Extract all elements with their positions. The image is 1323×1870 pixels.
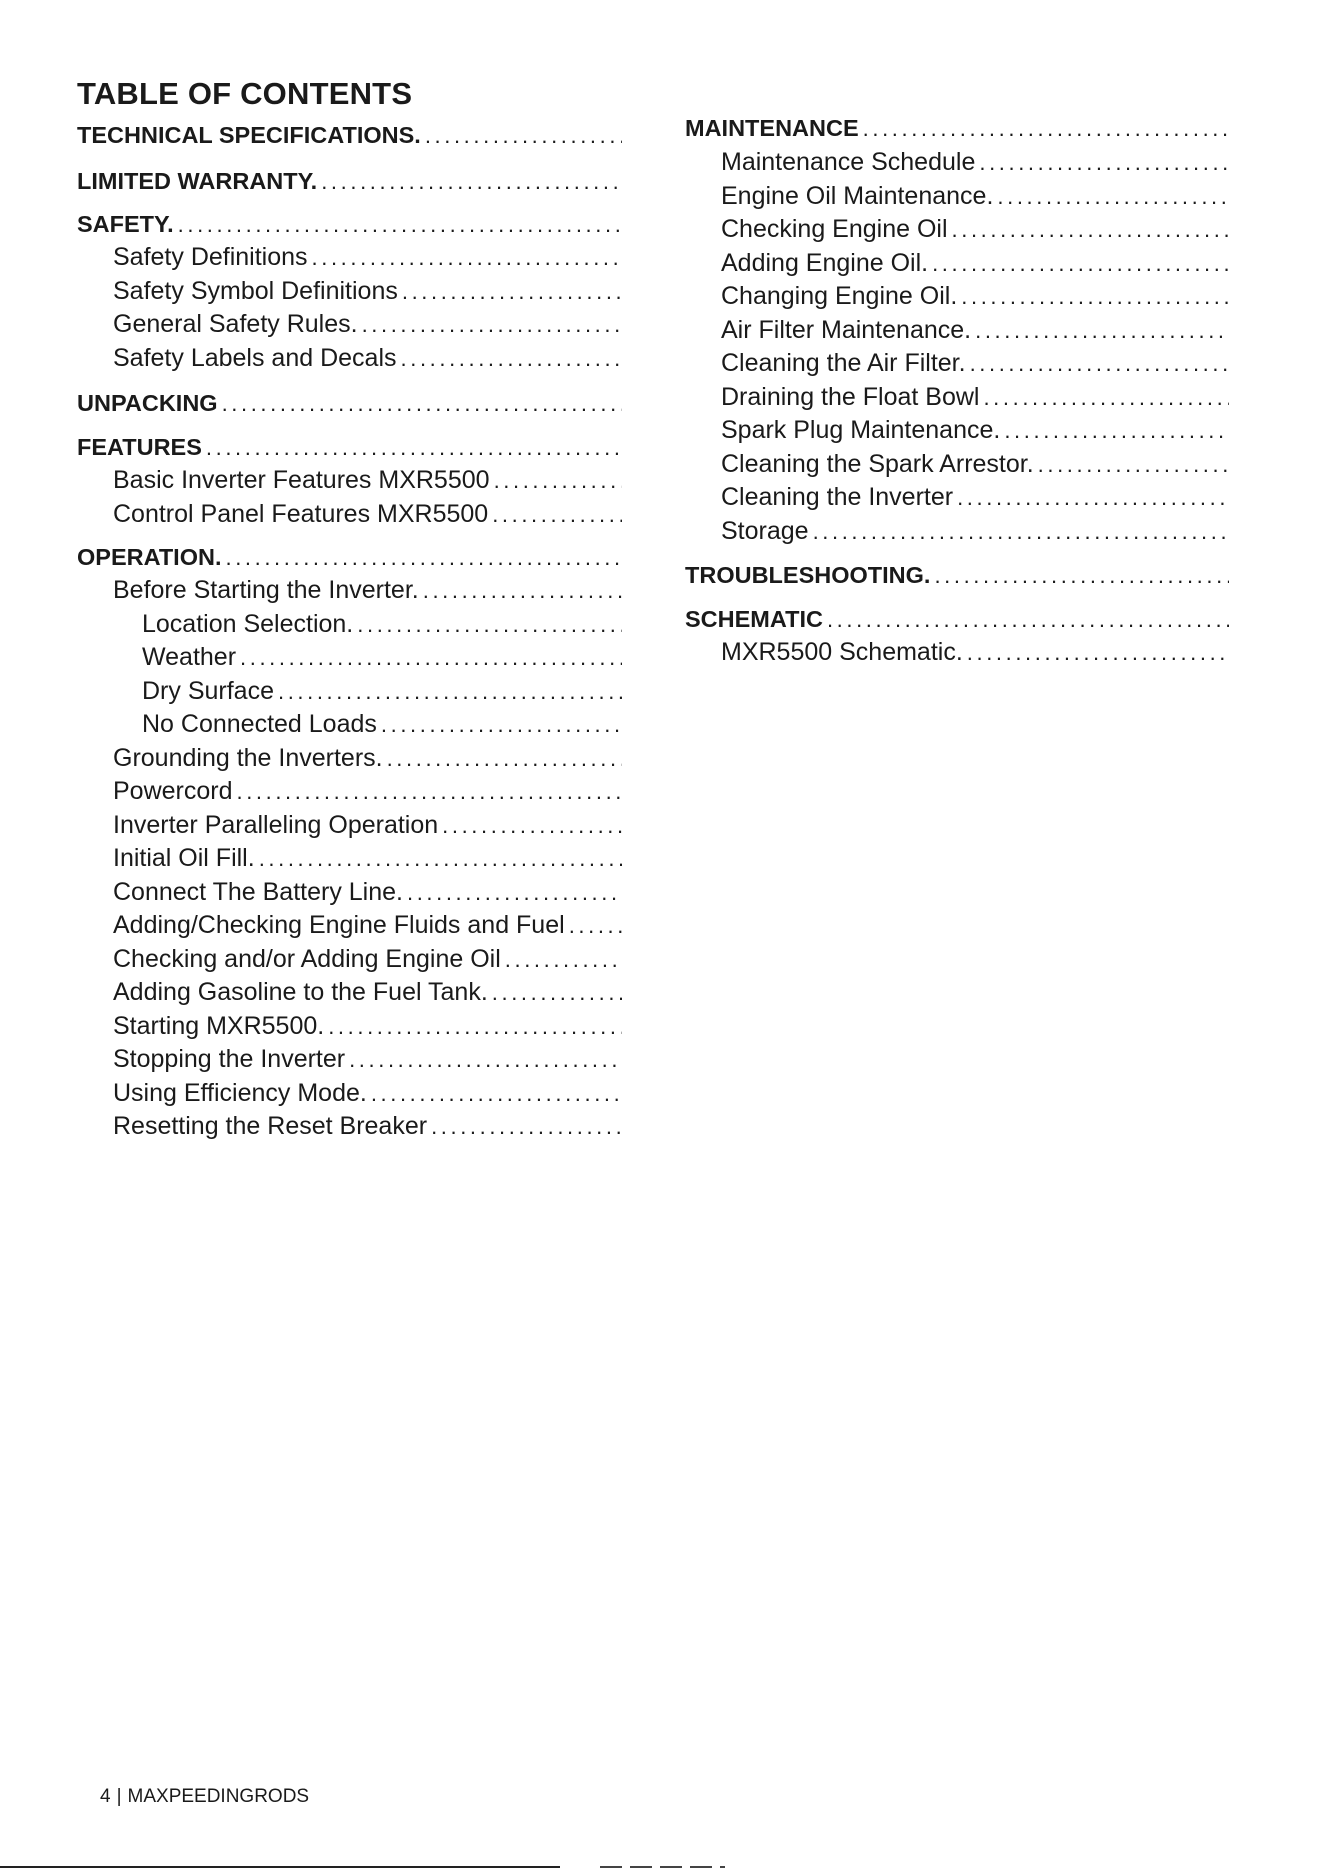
toc-section-entry[interactable]	[685, 604, 1229, 634]
toc-subsection-entry[interactable]	[685, 181, 1229, 211]
toc-section-entry[interactable]	[685, 113, 1229, 143]
toc-subsection-entry[interactable]	[77, 944, 622, 974]
toc-subsection-entry[interactable]	[77, 499, 622, 529]
toc-subsection-entry[interactable]	[77, 575, 622, 605]
toc-subsection-entry[interactable]	[685, 147, 1229, 177]
toc-subsection-entry[interactable]	[77, 642, 622, 672]
toc-entry-label: Control Panel Features MXR5500	[113, 500, 489, 528]
page-title: TABLE OF CONTENTS	[77, 76, 413, 111]
toc-entry-label: LIMITED WARRANTY.	[77, 168, 318, 194]
toc-subsection-entry[interactable]	[685, 516, 1229, 546]
toc-entry-label: SCHEMATIC	[685, 606, 823, 632]
dot-leader	[174, 210, 622, 239]
toc-entry-label: Safety Definitions	[113, 243, 308, 271]
dot-leader	[218, 389, 622, 418]
toc-section-entry[interactable]	[77, 388, 622, 418]
page-footer	[100, 1786, 309, 1808]
toc-subsection-entry[interactable]	[77, 977, 622, 1007]
toc-subsection-entry[interactable]	[685, 415, 1229, 445]
dot-leader	[971, 316, 1229, 345]
dot-leader	[255, 844, 622, 873]
toc-entry-label: Stopping the Inverter	[113, 1045, 346, 1073]
toc-entry-label: TROUBLESHOOTING.	[685, 562, 931, 588]
toc-subsection-entry[interactable]	[77, 309, 622, 339]
toc-entry-label: MXR5500 Schematic.	[721, 638, 963, 666]
toc-entry-label: Checking and/or Adding Engine Oil	[113, 945, 501, 973]
footer-brand: MAXPEEDINGRODS	[127, 1786, 310, 1807]
toc-subsection-entry[interactable]	[77, 709, 622, 739]
dot-leader	[353, 610, 622, 639]
dot-leader	[859, 114, 1229, 143]
toc-entry-label: MAINTENANCE	[685, 115, 859, 141]
toc-entry-label: Location Selection.	[142, 610, 354, 638]
toc-entry-label: SAFETY.	[77, 211, 174, 237]
toc-entry-label: Before Starting the Inverter.	[113, 576, 419, 604]
dot-leader	[975, 148, 1229, 177]
toc-entry-label: Spark Plug Maintenance.	[721, 416, 1001, 444]
toc-subsection-entry[interactable]	[77, 776, 622, 806]
toc-section-entry[interactable]	[77, 120, 622, 150]
dot-leader	[377, 710, 622, 739]
dot-leader	[438, 811, 622, 840]
toc-subsection-entry[interactable]	[77, 676, 622, 706]
toc-entry-label: Safety Labels and Decals	[113, 344, 397, 372]
toc-entry-label: Adding/Checking Engine Fluids and Fuel	[113, 911, 565, 939]
dot-leader	[953, 483, 1229, 512]
toc-entry-label: Maintenance Schedule	[721, 148, 976, 176]
toc-subsection-entry[interactable]	[77, 242, 622, 272]
toc-entry-label: Dry Surface	[142, 677, 274, 705]
toc-entry-label: Safety Symbol Definitions	[113, 277, 398, 305]
dot-leader	[993, 182, 1229, 211]
dot-leader	[317, 167, 622, 196]
toc-entry-label: Draining the Float Bowl	[721, 383, 980, 411]
toc-entry-label: Using Efficiency Mode.	[113, 1079, 367, 1107]
dot-leader	[324, 1012, 622, 1041]
toc-subsection-entry[interactable]	[77, 877, 622, 907]
dot-leader	[823, 605, 1229, 634]
toc-entry-label: General Safety Rules.	[113, 310, 358, 338]
toc-subsection-entry[interactable]	[77, 1044, 622, 1074]
toc-entry-label: Resetting the Reset Breaker	[113, 1112, 428, 1140]
toc-subsection-entry[interactable]	[77, 1111, 622, 1141]
toc-entry-label: Adding Engine Oil.	[721, 249, 929, 277]
dot-leader	[358, 310, 622, 339]
toc-entry-label: Cleaning the Inverter	[721, 483, 954, 511]
toc-entry-label: Adding Gasoline to the Fuel Tank.	[113, 978, 488, 1006]
dot-leader	[501, 945, 622, 974]
toc-subsection-entry[interactable]	[77, 276, 622, 306]
toc-section-entry[interactable]	[685, 560, 1229, 590]
dot-leader	[966, 349, 1229, 378]
dot-leader	[308, 243, 622, 272]
toc-subsection-entry[interactable]	[685, 281, 1229, 311]
dot-leader	[957, 282, 1229, 311]
toc-entry-label: Initial Oil Fill.	[113, 844, 255, 872]
dot-leader	[488, 500, 622, 529]
bottom-rule	[0, 1866, 560, 1868]
toc-subsection-entry[interactable]	[77, 1011, 622, 1041]
dot-leader	[236, 643, 622, 672]
toc-entry-label: No Connected Loads	[142, 710, 377, 738]
toc-entry-label: Changing Engine Oil.	[721, 282, 958, 310]
toc-subsection-entry[interactable]	[685, 315, 1229, 345]
toc-subsection-entry[interactable]	[685, 248, 1229, 278]
toc-entry-label: FEATURES	[77, 434, 202, 460]
dot-leader	[421, 121, 622, 150]
dot-leader	[403, 878, 622, 907]
toc-subsection-entry[interactable]	[685, 482, 1229, 512]
toc-entry-label: Cleaning the Spark Arrestor.	[721, 450, 1034, 478]
toc-subsection-entry[interactable]	[685, 348, 1229, 378]
toc-entry-label: Checking Engine Oil	[721, 215, 948, 243]
toc-subsection-entry[interactable]	[77, 810, 622, 840]
toc-entry-label: Cleaning the Air Filter.	[721, 349, 966, 377]
toc-subsection-entry[interactable]	[685, 637, 1229, 667]
dot-leader	[488, 978, 622, 1007]
dot-leader	[930, 561, 1229, 590]
dot-leader	[427, 1112, 622, 1141]
toc-entry-label: Air Filter Maintenance.	[721, 316, 972, 344]
toc-subsection-entry[interactable]	[685, 449, 1229, 479]
toc-subsection-entry[interactable]	[77, 743, 622, 773]
toc-subsection-entry[interactable]	[77, 609, 622, 639]
toc-subsection-entry[interactable]	[685, 382, 1229, 412]
dot-leader	[419, 576, 622, 605]
toc-entry-label: Powercord	[113, 777, 233, 805]
toc-entry-label: OPERATION.	[77, 544, 222, 570]
toc-entry-label: Basic Inverter Features MXR5500	[113, 466, 490, 494]
toc-entry-label: Connect The Battery Line.	[113, 878, 403, 906]
toc-entry-label: Storage	[721, 517, 809, 545]
toc-entry-label: Weather	[142, 643, 237, 671]
toc-section-entry[interactable]	[77, 542, 622, 572]
dot-leader	[233, 777, 623, 806]
toc-section-entry[interactable]	[77, 166, 622, 196]
dot-leader	[367, 1079, 622, 1108]
toc-section-entry[interactable]	[77, 432, 622, 462]
dot-leader	[202, 433, 622, 462]
dot-leader	[979, 383, 1229, 412]
toc-subsection-entry[interactable]	[77, 343, 622, 373]
dot-leader	[274, 677, 622, 706]
toc-subsection-entry[interactable]	[77, 1078, 622, 1108]
dot-leader	[809, 517, 1229, 546]
dot-leader	[963, 638, 1229, 667]
toc-entry-label: Starting MXR5500.	[113, 1012, 325, 1040]
toc-subsection-entry[interactable]	[685, 214, 1229, 244]
dot-leader	[565, 911, 622, 940]
toc-subsection-entry[interactable]	[77, 465, 622, 495]
dot-leader	[222, 543, 623, 572]
toc-entry-label: Inverter Paralleling Operation	[113, 811, 439, 839]
toc-entry-label: Grounding the Inverters.	[113, 744, 383, 772]
dot-leader	[1000, 416, 1229, 445]
dot-leader	[383, 744, 622, 773]
dot-leader	[397, 344, 622, 373]
dot-leader	[398, 277, 622, 306]
dot-leader	[490, 466, 622, 495]
toc-entry-label: Engine Oil Maintenance.	[721, 182, 994, 210]
bottom-marks	[600, 1866, 725, 1868]
toc-entry-label: TECHNICAL SPECIFICATIONS.	[77, 122, 421, 148]
dot-leader	[345, 1045, 622, 1074]
page-number: 4	[100, 1786, 111, 1807]
dot-leader	[928, 249, 1229, 278]
dot-leader	[1034, 450, 1229, 479]
toc-section-entry[interactable]	[77, 209, 622, 239]
dot-leader	[948, 215, 1229, 244]
toc-subsection-entry[interactable]	[77, 843, 622, 873]
toc-entry-label: UNPACKING	[77, 390, 218, 416]
footer-separator: |	[116, 1786, 122, 1807]
toc-subsection-entry[interactable]	[77, 910, 622, 940]
